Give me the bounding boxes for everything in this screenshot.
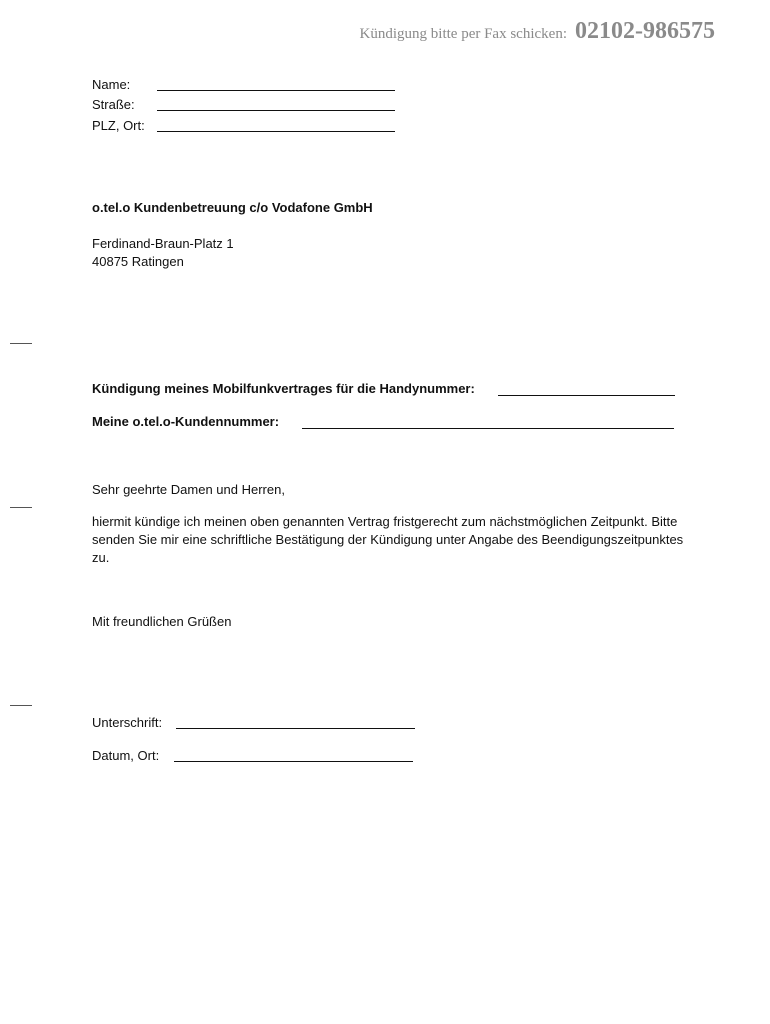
fold-mark-bottom (10, 705, 32, 706)
fax-header (360, 18, 715, 45)
phone-number-field[interactable] (498, 395, 675, 396)
date-place-field[interactable] (174, 761, 413, 762)
recipient-street: Ferdinand-Braun-Platz 1 (92, 236, 234, 251)
date-place-label: Datum, Ort: (92, 748, 160, 763)
closing: Mit freundlichen Grüßen (92, 614, 232, 629)
street-field[interactable] (157, 110, 395, 111)
fax-label: Kündigung bitte per Fax schicken: (359, 26, 567, 42)
city-label: PLZ, Ort: (92, 118, 145, 133)
customer-number-field[interactable] (302, 428, 674, 429)
fold-mark-top (10, 343, 32, 344)
customer-number-label: Meine o.tel.o-Kundennummer: (92, 414, 280, 429)
signature-field[interactable] (176, 728, 415, 729)
signature-label: Unterschrift: (92, 715, 163, 730)
fax-number: 02102-986575 (575, 18, 715, 44)
recipient-company: o.tel.o Kundenbetreuung c/o Vodafone GmbH (92, 200, 373, 215)
salutation: Sehr geehrte Damen und Herren, (92, 482, 285, 497)
name-field[interactable] (157, 90, 395, 91)
phone-number-label: Kündigung meines Mobilfunkvertrages für die Handynummer: (92, 381, 475, 396)
body-text: hiermit kündige ich meinen oben genannten Vertrag fristgerecht zum nächstmöglichen Zeitpunkt. Bitte senden Sie mir eine schriftliche Bestätigung der Kündigung unter Angabe des Beendigungszeitpunktes zu. (92, 514, 684, 565)
city-field[interactable] (157, 131, 395, 132)
street-label: Straße: (92, 97, 135, 112)
fold-mark-middle (10, 507, 32, 508)
name-label: Name: (92, 77, 131, 92)
recipient-city: 40875 Ratingen (92, 254, 184, 269)
